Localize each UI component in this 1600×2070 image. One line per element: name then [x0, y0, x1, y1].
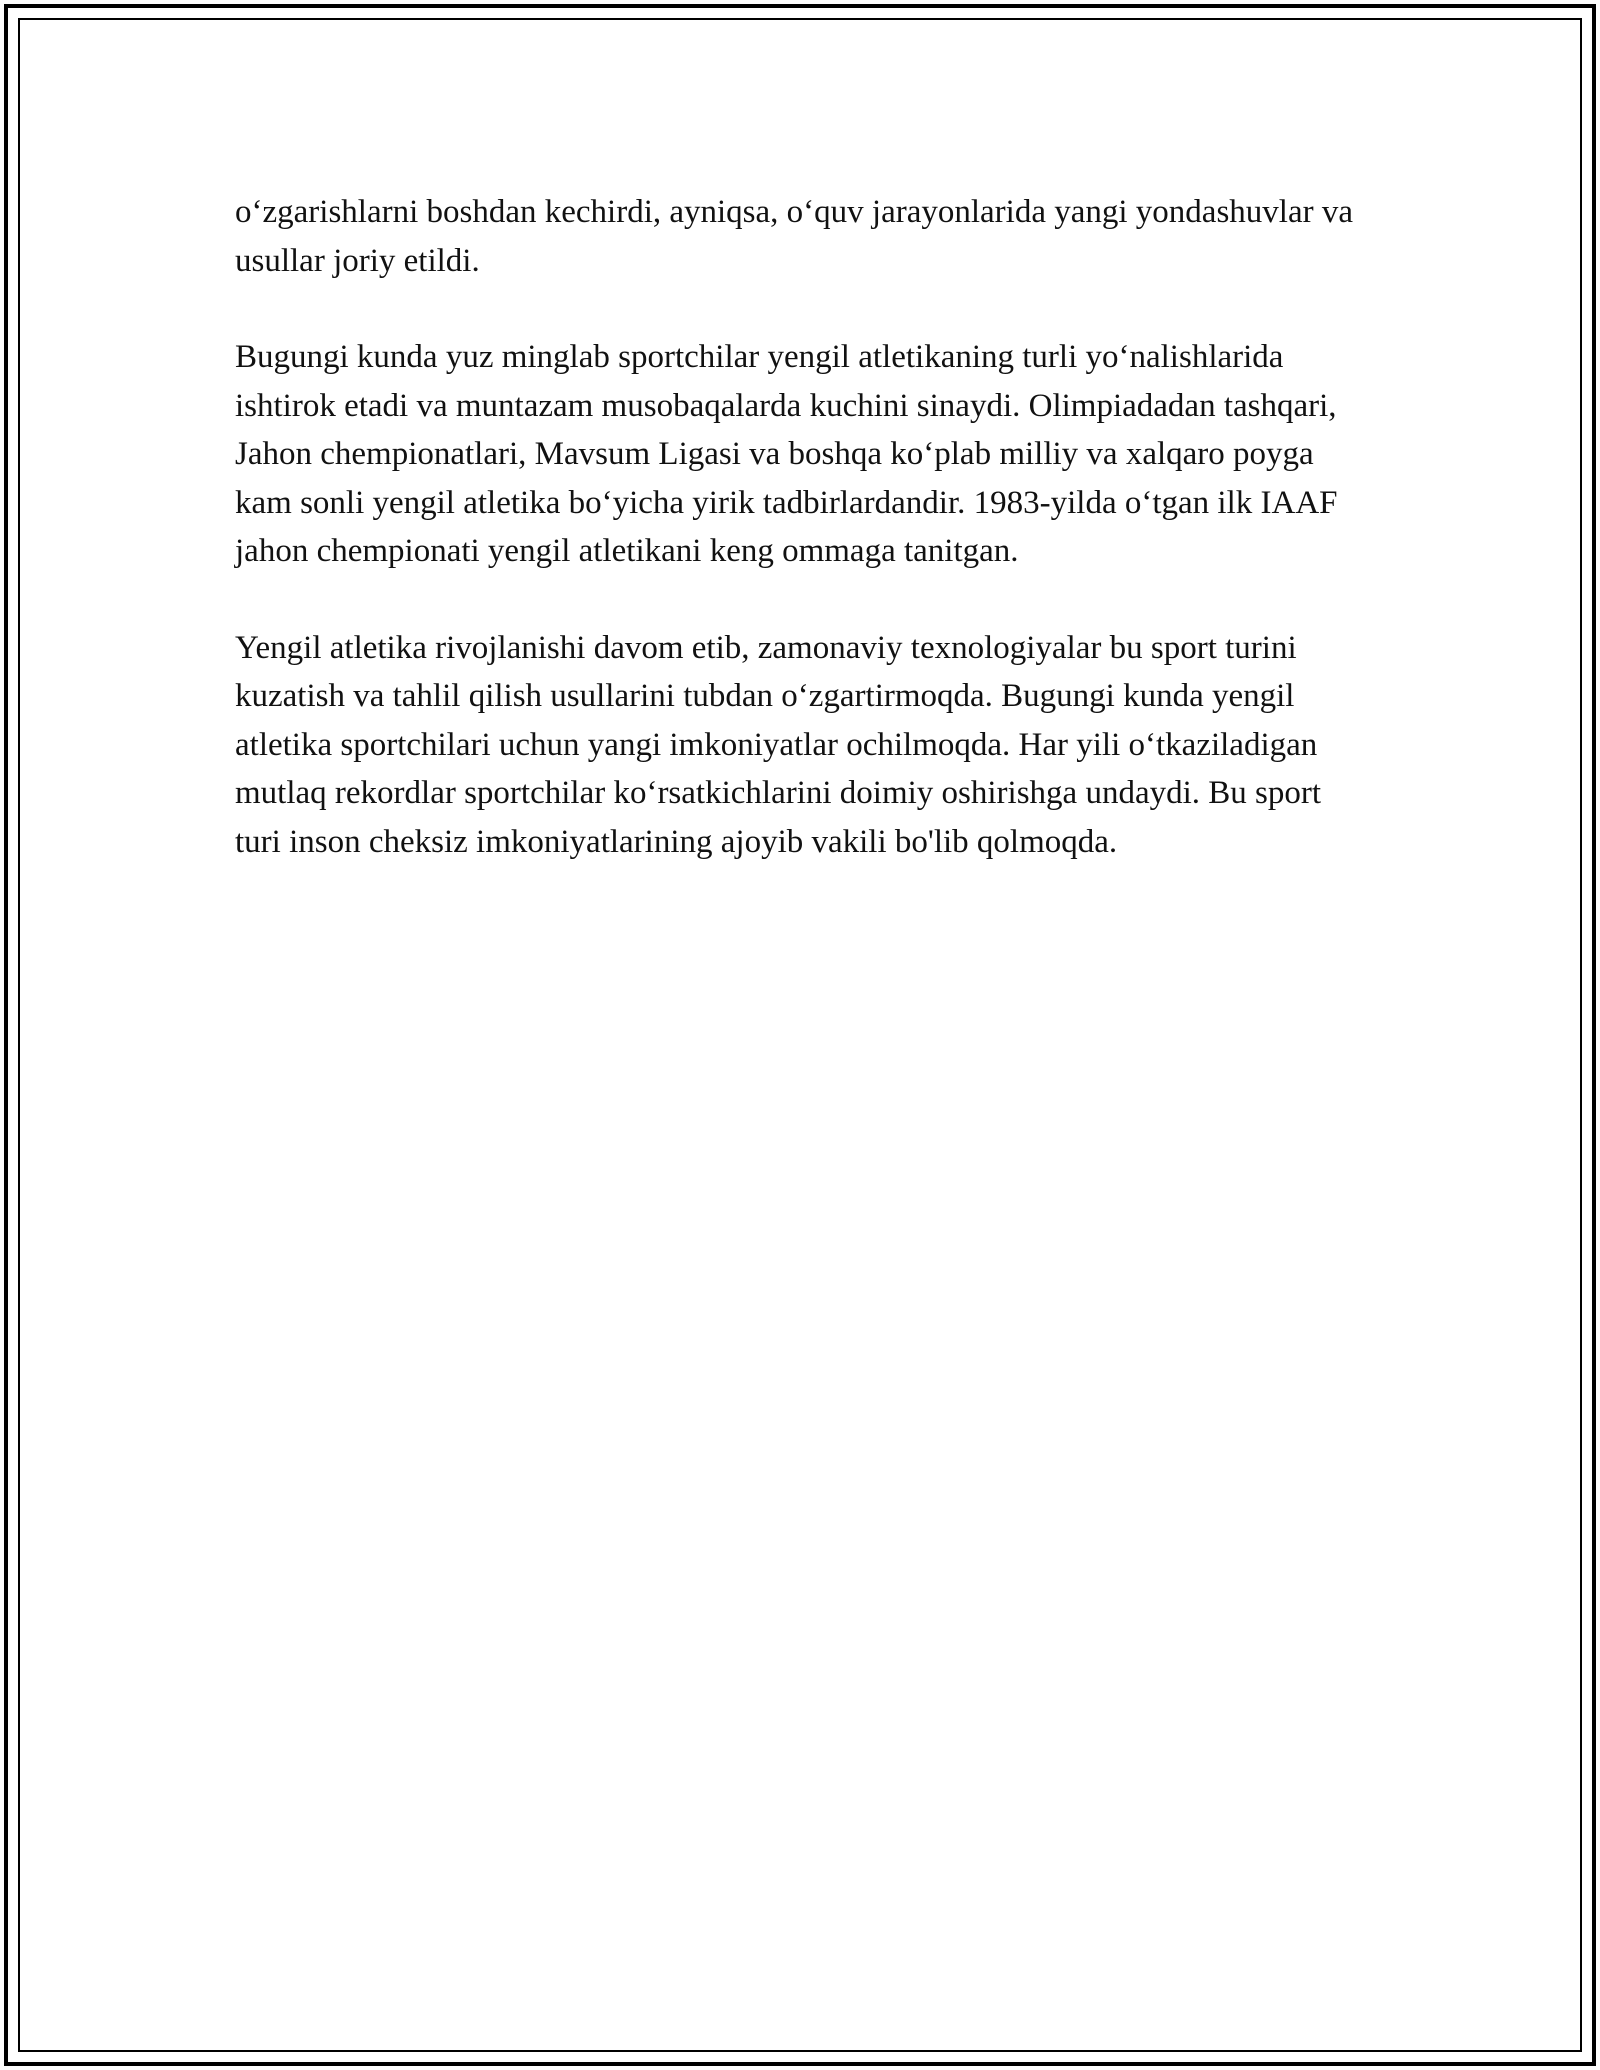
paragraph-3: Yengil atletika rivojlanishi davom etib, zamonaviy texnologiyalar bu sport turini kuzatish va tahlil qilish usullarini tubdan o‘zgartirmoqda. Bugungi kunda yengil atletika sportchilari uchun yangi imkoniyatlar ochilmoqda. Har yili o‘tkaziladigan mutlaq rekordlar sportchilar ko‘rsatkichlarini doimiy oshirishga undaydi. Bu sport turi inson cheksiz imkoniyatlarining ajoyib vakili bo'lib qolmoqda.: [235, 629, 1322, 860]
document-body: [235, 188, 1375, 914]
paragraph-2: Bugungi kunda yuz minglab sportchilar yengil atletikaning turli yo‘nalishlarida ishtirok etadi va muntazam musobaqalarda kuchini sinaydi. Olimpiadadan tashqari, Jahon chempionatlari, Mavsum Ligasi va boshqa ko‘plab milliy va xalqaro poyga kam sonli yengil atletika bo‘yicha yirik tadbirlardandir. 1983-yilda o‘tgan ilk IAAF jahon chempionati yengil atletikani keng ommaga tanitgan.: [235, 339, 1338, 569]
paragraph-1: o‘zgarishlarni boshdan kechirdi, ayniqsa, o‘quv jarayonlarida yangi yondashuvlar va usullar joriy etildi.: [235, 194, 1353, 279]
